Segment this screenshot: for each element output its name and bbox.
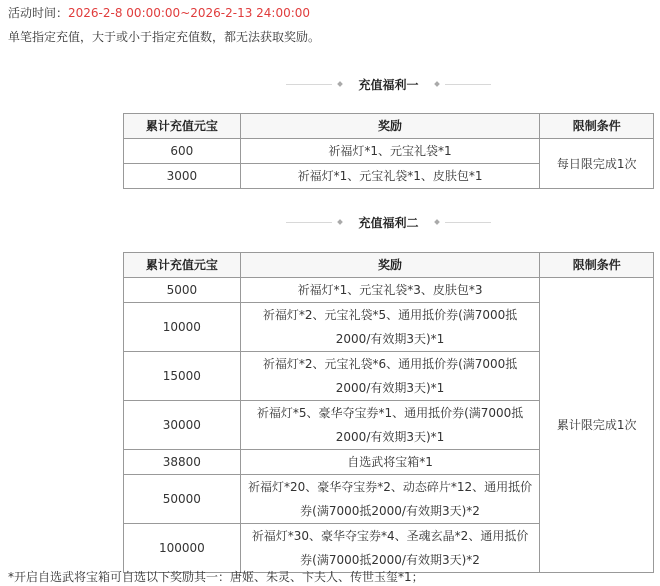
reward-cell: 自选武将宝箱*1 (240, 450, 540, 475)
condition-cell: 累计限完成1次 (540, 278, 654, 573)
section1-table (123, 113, 654, 189)
diamond-icon (338, 81, 344, 87)
reward-cell: 祈福灯*1、元宝礼袋*3、皮肤包*3 (240, 278, 540, 303)
header-reward: 奖励 (240, 114, 540, 139)
divider-line-icon (286, 222, 332, 223)
header-condition: 限制条件 (540, 253, 654, 278)
activity-date-range: 2026-2-8 00:00:00~2026-2-13 24:00:00 (68, 6, 311, 20)
header-amount: 累计充值元宝 (124, 114, 241, 139)
condition-cell: 每日限完成1次 (540, 139, 654, 189)
reward-cell: 祈福灯*5、豪华夺宝券*1、通用抵价券(满7000抵2000/有效期3天)*1 (240, 401, 540, 450)
table-row (124, 139, 654, 164)
diamond-icon (434, 81, 440, 87)
footer-note: *开启自选武将宝箱可自选以下奖励其一：唐姬、朱灵、卞夫人、传世玉玺*1； (8, 570, 424, 584)
recharge-rule-text: 单笔指定充值，大于或小于指定充值数，都无法获取奖励。 (8, 30, 321, 44)
amount-cell: 100000 (124, 524, 241, 573)
section1-title (123, 76, 654, 92)
divider-line-icon (286, 84, 332, 85)
diamond-icon (338, 219, 344, 225)
amount-cell: 50000 (124, 475, 241, 524)
header-reward: 奖励 (240, 253, 540, 278)
amount-cell: 15000 (124, 352, 241, 401)
activity-time-label: 活动时间： (8, 6, 69, 20)
reward-cell: 祈福灯*30、豪华夺宝券*4、圣魂玄晶*2、通用抵价券(满7000抵2000/有效期3天)*2 (240, 524, 540, 573)
reward-cell: 祈福灯*2、元宝礼袋*6、通用抵价券(满7000抵2000/有效期3天)*1 (240, 352, 540, 401)
section1-title-text: 充值福利一 (358, 77, 419, 92)
header-condition: 限制条件 (540, 114, 654, 139)
reward-cell: 祈福灯*20、豪华夺宝券*2、动态碎片*12、通用抵价券(满7000抵2000/有效期3天)*2 (240, 475, 540, 524)
amount-cell: 30000 (124, 401, 241, 450)
amount-cell: 5000 (124, 278, 241, 303)
reward-cell: 祈福灯*1、元宝礼袋*1、皮肤包*1 (240, 164, 540, 189)
section2-title-text: 充值福利二 (358, 215, 419, 230)
reward-cell: 祈福灯*2、元宝礼袋*5、通用抵价券(满7000抵2000/有效期3天)*1 (240, 303, 540, 352)
divider-line-icon (445, 84, 491, 85)
section2-table (123, 252, 654, 573)
amount-cell: 600 (124, 139, 241, 164)
diamond-icon (434, 219, 440, 225)
table-header-row (124, 114, 654, 139)
table-header-row (124, 253, 654, 278)
table-row (124, 278, 654, 303)
section2-title (123, 214, 654, 230)
activity-time (8, 4, 310, 21)
amount-cell: 38800 (124, 450, 241, 475)
header-amount: 累计充值元宝 (124, 253, 241, 278)
divider-line-icon (445, 222, 491, 223)
reward-cell: 祈福灯*1、元宝礼袋*1 (240, 139, 540, 164)
amount-cell: 10000 (124, 303, 241, 352)
amount-cell: 3000 (124, 164, 241, 189)
